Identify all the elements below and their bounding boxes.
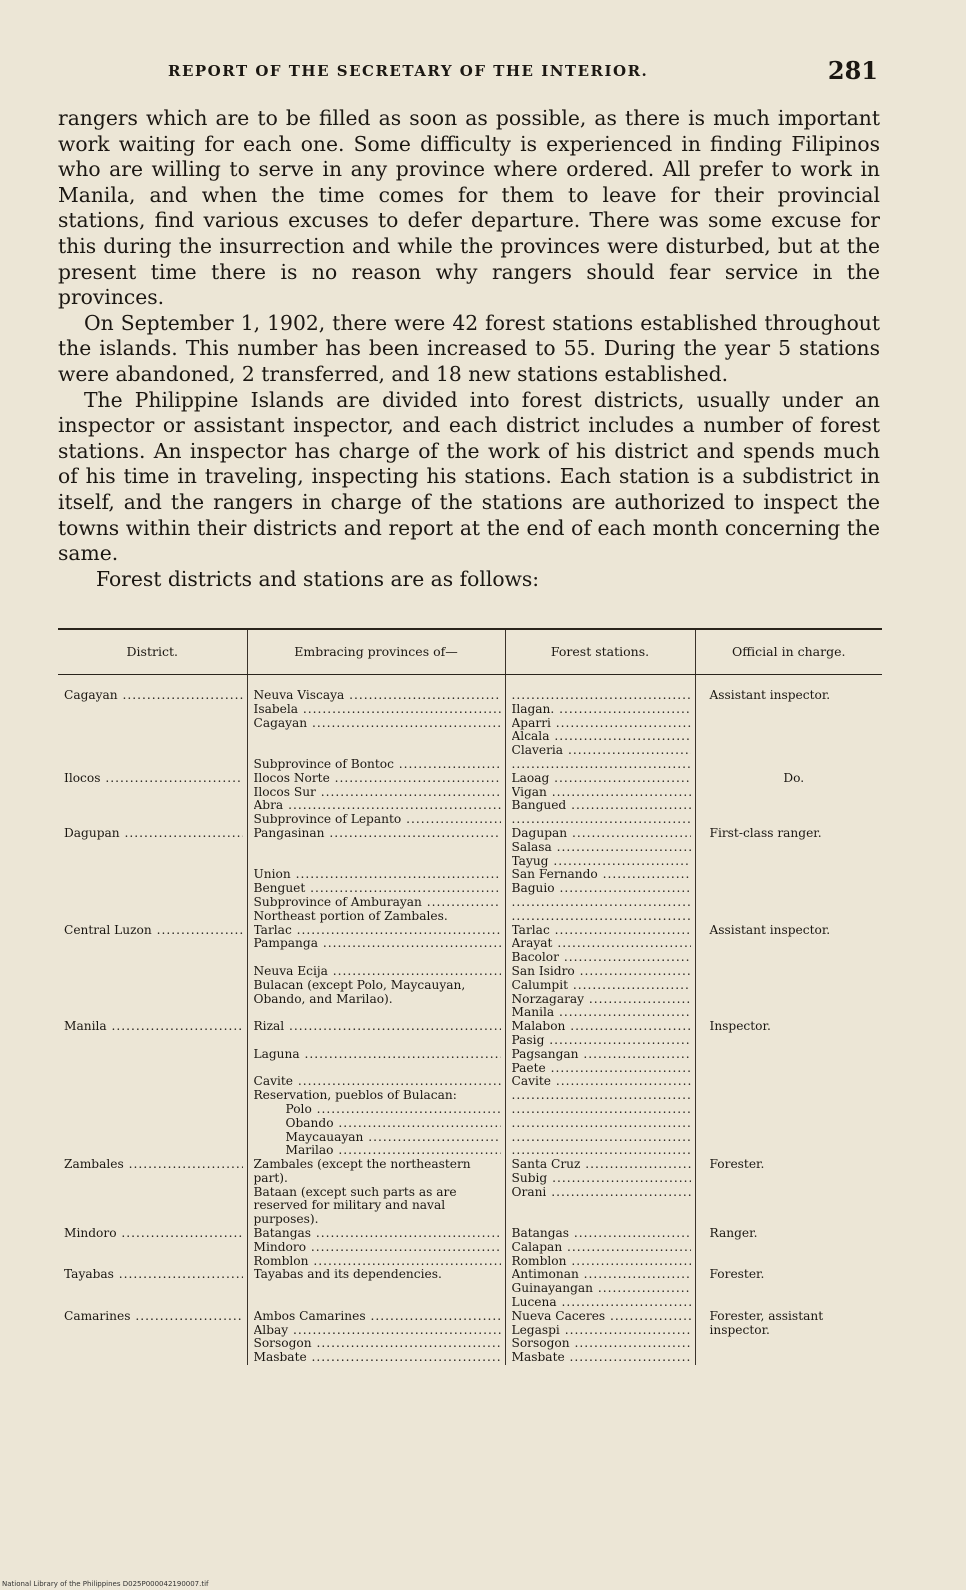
station-line <box>512 1103 691 1117</box>
district-name: Tayabas ..... <box>64 1268 243 1282</box>
official-title: Do. <box>783 771 805 785</box>
province-line: Northeast portion of Zambales. <box>253 909 448 923</box>
province-line: Mindoro ..... <box>254 1241 501 1255</box>
table-row <box>58 1006 882 1158</box>
province-line: Ilocos Norte ..... <box>254 772 501 786</box>
station-line <box>512 1131 691 1145</box>
province-line: Bulacan (except Polo, Maycauyan, Obando, and Marilao). <box>253 978 466 1006</box>
paragraph-4: Forest districts and stations are as follows: <box>96 566 540 591</box>
table-row <box>58 827 882 924</box>
station-line: Paete ..... <box>512 1062 691 1076</box>
header-title: REPORT OF THE SECRETARY OF THE INTERIOR. <box>168 62 649 80</box>
province-line: Abra ..... <box>254 799 501 813</box>
station-line: Manila ..... <box>512 1006 691 1020</box>
official-title: Forester. <box>709 1158 765 1172</box>
column-header-official: Official in charge. <box>695 629 882 675</box>
footer-credit: National Library of the Philippines D025P000042190007.tif <box>2 1580 209 1588</box>
station-line <box>512 689 691 703</box>
station-line: Tarlac ..... <box>512 924 691 938</box>
official-title: Forester. <box>709 1268 765 1282</box>
district-cell <box>58 1268 247 1309</box>
official-cell <box>695 675 882 772</box>
province-line <box>254 1034 501 1048</box>
district-cell <box>58 1227 247 1268</box>
station-line: San Isidro ..... <box>512 965 691 979</box>
province-line: Union ..... <box>254 868 501 882</box>
district-cell <box>58 1310 247 1365</box>
provinces-cell <box>247 772 505 827</box>
station-line: San Fernando ..... <box>512 868 691 882</box>
district-name: Dagupan ..... <box>64 827 243 841</box>
province-line: Albay ..... <box>254 1324 501 1338</box>
station-line: Bacolor ..... <box>512 951 691 965</box>
district-name: Manila ..... <box>64 1020 243 1034</box>
province-line: Benguet ..... <box>254 882 501 896</box>
page-number: 281 <box>827 56 878 85</box>
station-line: Legaspi ..... <box>512 1324 691 1338</box>
running-header <box>58 56 878 86</box>
province-line: Polo ..... <box>254 1103 501 1117</box>
station-line: Baguio ..... <box>512 882 691 896</box>
official-cell <box>695 772 882 827</box>
provinces-cell <box>247 675 505 772</box>
province-line <box>254 730 501 744</box>
province-line: Subprovince of Amburayan ..... <box>254 896 501 910</box>
stations-cell <box>505 772 695 827</box>
province-line <box>254 951 501 965</box>
body-text <box>58 106 880 592</box>
table-row <box>58 1268 882 1309</box>
province-line: Tayabas and its dependencies. <box>253 1268 442 1282</box>
official-cell <box>695 827 882 924</box>
province-line: Pangasinan ..... <box>254 827 501 841</box>
provinces-cell <box>247 1158 505 1227</box>
station-line: Pasig ..... <box>512 1034 691 1048</box>
station-line: Romblon ..... <box>512 1255 691 1269</box>
province-line: Neuva Ecija ..... <box>254 965 501 979</box>
table-row <box>58 772 882 827</box>
paragraph-3: The Philippine Islands are divided into forest districts, usually under an inspector or assistant inspector, and each district includes a number of forest stations. An inspector has charge of the work of his district and spends much of his time in traveling, inspecting his stations. Each station is a subdistrict in itself, and the rangers in charge of the stations are authorized to inspect the towns within their districts and report at the end of each month concerning the same. <box>58 387 880 566</box>
paragraph-2: On September 1, 1902, there were 42 forest stations established throughout the islands. This number has been increased to 55. During the year 5 stations were abandoned, 2 transferred, and 18 new stations established. <box>58 310 880 386</box>
district-cell <box>58 675 247 772</box>
station-line: Claveria ..... <box>512 744 691 758</box>
district-cell <box>58 1006 247 1158</box>
stations-cell <box>505 924 695 1007</box>
province-line: Romblon ..... <box>254 1255 501 1269</box>
district-name: Central Luzon ..... <box>64 924 243 938</box>
station-line: Orani ..... <box>512 1186 691 1200</box>
stations-cell <box>505 1310 695 1365</box>
stations-cell <box>505 675 695 772</box>
official-cell <box>695 1158 882 1227</box>
station-line: Guinayangan ..... <box>512 1282 691 1296</box>
table-row <box>58 1227 882 1268</box>
station-line: Tayug ..... <box>512 855 691 869</box>
station-line: Malabon ..... <box>512 1020 691 1034</box>
station-line <box>512 1144 691 1158</box>
province-line <box>254 855 501 869</box>
station-line <box>512 896 691 910</box>
province-line: Zambales (except the northeastern part). <box>253 1158 471 1185</box>
official-title: First-class ranger. <box>709 826 822 840</box>
districts-table <box>58 628 882 1365</box>
station-line: Batangas ..... <box>512 1227 691 1241</box>
provinces-cell <box>247 1268 505 1309</box>
station-line <box>512 758 691 772</box>
stations-cell <box>505 1006 695 1158</box>
province-line: Subprovince of Bontoc ..... <box>254 758 501 772</box>
station-line: Subig ..... <box>512 1172 691 1186</box>
official-cell <box>695 924 882 1007</box>
station-line <box>512 813 691 827</box>
table-row <box>58 1310 882 1365</box>
province-line: Tarlac ..... <box>254 924 501 938</box>
province-line: Isabela ..... <box>254 703 501 717</box>
province-line: Laguna ..... <box>254 1048 501 1062</box>
provinces-cell <box>247 1227 505 1268</box>
province-line: Marilao ..... <box>254 1144 501 1158</box>
station-line: Sorsogon ..... <box>512 1337 691 1351</box>
stations-cell <box>505 1158 695 1227</box>
district-name: Cagayan ..... <box>64 689 243 703</box>
provinces-cell <box>247 1006 505 1158</box>
district-name: Ilocos ..... <box>64 772 243 786</box>
station-line: Calumpit ..... <box>512 979 691 993</box>
district-cell <box>58 1158 247 1227</box>
station-line: Nueva Caceres ..... <box>512 1310 691 1324</box>
province-line <box>254 744 501 758</box>
official-title: Inspector. <box>709 1020 771 1034</box>
station-line: Laoag ..... <box>512 772 691 786</box>
province-line: Maycauayan ..... <box>254 1131 501 1145</box>
station-line: Antimonan ..... <box>512 1268 691 1282</box>
station-line: Salasa ..... <box>512 841 691 855</box>
station-line <box>512 910 691 924</box>
forest-districts-table <box>58 628 882 1365</box>
table-row <box>58 924 882 1007</box>
paragraph-1: rangers which are to be filled as soon as possible, as there is much important work waiting for each one. Some difficulty is experienced in finding Filipinos who are willing to serve in any province where ordered. All prefer to work in Manila, and when the time comes for them to leave for their provincial stations, find various excuses to defer departure. There was some excuse for this during the insurrection and while the provinces were disturbed, but at the present time there is no reason why rangers should fear service in the provinces. <box>58 106 880 310</box>
province-line: Cavite ..... <box>254 1075 501 1089</box>
province-line: Rizal ..... <box>254 1020 501 1034</box>
stations-cell <box>505 827 695 924</box>
province-line: Pampanga ..... <box>254 937 501 951</box>
province-line: Reservation, pueblos of Bulacan: <box>253 1089 457 1103</box>
province-line: Masbate ..... <box>254 1351 501 1365</box>
province-line: Ambos Camarines ..... <box>254 1310 501 1324</box>
column-header-stations: Forest stations. <box>505 629 695 675</box>
district-name: Zambales ..... <box>64 1158 243 1172</box>
district-cell <box>58 827 247 924</box>
province-line <box>254 1006 501 1020</box>
station-line: Ilagan. ..... <box>512 703 691 717</box>
province-line: Bataan (except such parts as are reserved for military and naval purposes). <box>253 1185 457 1227</box>
station-line: Santa Cruz ..... <box>512 1158 691 1172</box>
official-title: Forester, assistant inspector. <box>709 1309 824 1337</box>
province-line: Ilocos Sur ..... <box>254 786 501 800</box>
official-cell <box>695 1227 882 1268</box>
provinces-cell <box>247 827 505 924</box>
province-line: Subprovince of Lepanto ..... <box>254 813 501 827</box>
station-line: Alcala ..... <box>512 730 691 744</box>
station-line: Masbate ..... <box>512 1351 691 1365</box>
table-row <box>58 675 882 772</box>
province-line: Obando ..... <box>254 1117 501 1131</box>
station-line: Cavite ..... <box>512 1075 691 1089</box>
station-line <box>512 1089 691 1103</box>
official-title: Assistant inspector. <box>709 689 831 702</box>
table-header-row <box>58 629 882 675</box>
provinces-cell <box>247 1310 505 1365</box>
district-name: Camarines ..... <box>64 1310 243 1324</box>
province-line: Sorsogon ..... <box>254 1337 501 1351</box>
column-header-district: District. <box>58 629 247 675</box>
province-line: Cagayan ..... <box>254 717 501 731</box>
table-row <box>58 1158 882 1227</box>
official-title: Assistant inspector. <box>709 923 831 937</box>
district-cell <box>58 772 247 827</box>
stations-cell <box>505 1227 695 1268</box>
provinces-cell <box>247 924 505 1007</box>
station-line: Vigan ..... <box>512 786 691 800</box>
province-line <box>254 841 501 855</box>
station-line: Lucena ..... <box>512 1296 691 1310</box>
column-header-provinces: Embracing provinces of— <box>247 629 505 675</box>
table-body <box>58 675 882 1366</box>
blank-line <box>64 1006 243 1020</box>
district-name: Mindoro ..... <box>64 1227 243 1241</box>
official-title: Ranger. <box>709 1227 758 1241</box>
station-line <box>512 1117 691 1131</box>
blank-line <box>702 1006 879 1020</box>
official-cell <box>695 1268 882 1309</box>
station-line: Pagsangan ..... <box>512 1048 691 1062</box>
province-line: Neuva Viscaya ..... <box>254 689 501 703</box>
station-line: Aparri ..... <box>512 717 691 731</box>
station-line: Norzagaray ..... <box>512 993 691 1007</box>
official-cell <box>695 1006 882 1158</box>
station-line: Dagupan ..... <box>512 827 691 841</box>
station-line: Calapan ..... <box>512 1241 691 1255</box>
official-cell <box>695 1310 882 1365</box>
province-line <box>254 1062 501 1076</box>
district-cell <box>58 924 247 1007</box>
station-line: Arayat ..... <box>512 937 691 951</box>
station-line: Bangued ..... <box>512 799 691 813</box>
stations-cell <box>505 1268 695 1309</box>
province-line: Batangas ..... <box>254 1227 501 1241</box>
